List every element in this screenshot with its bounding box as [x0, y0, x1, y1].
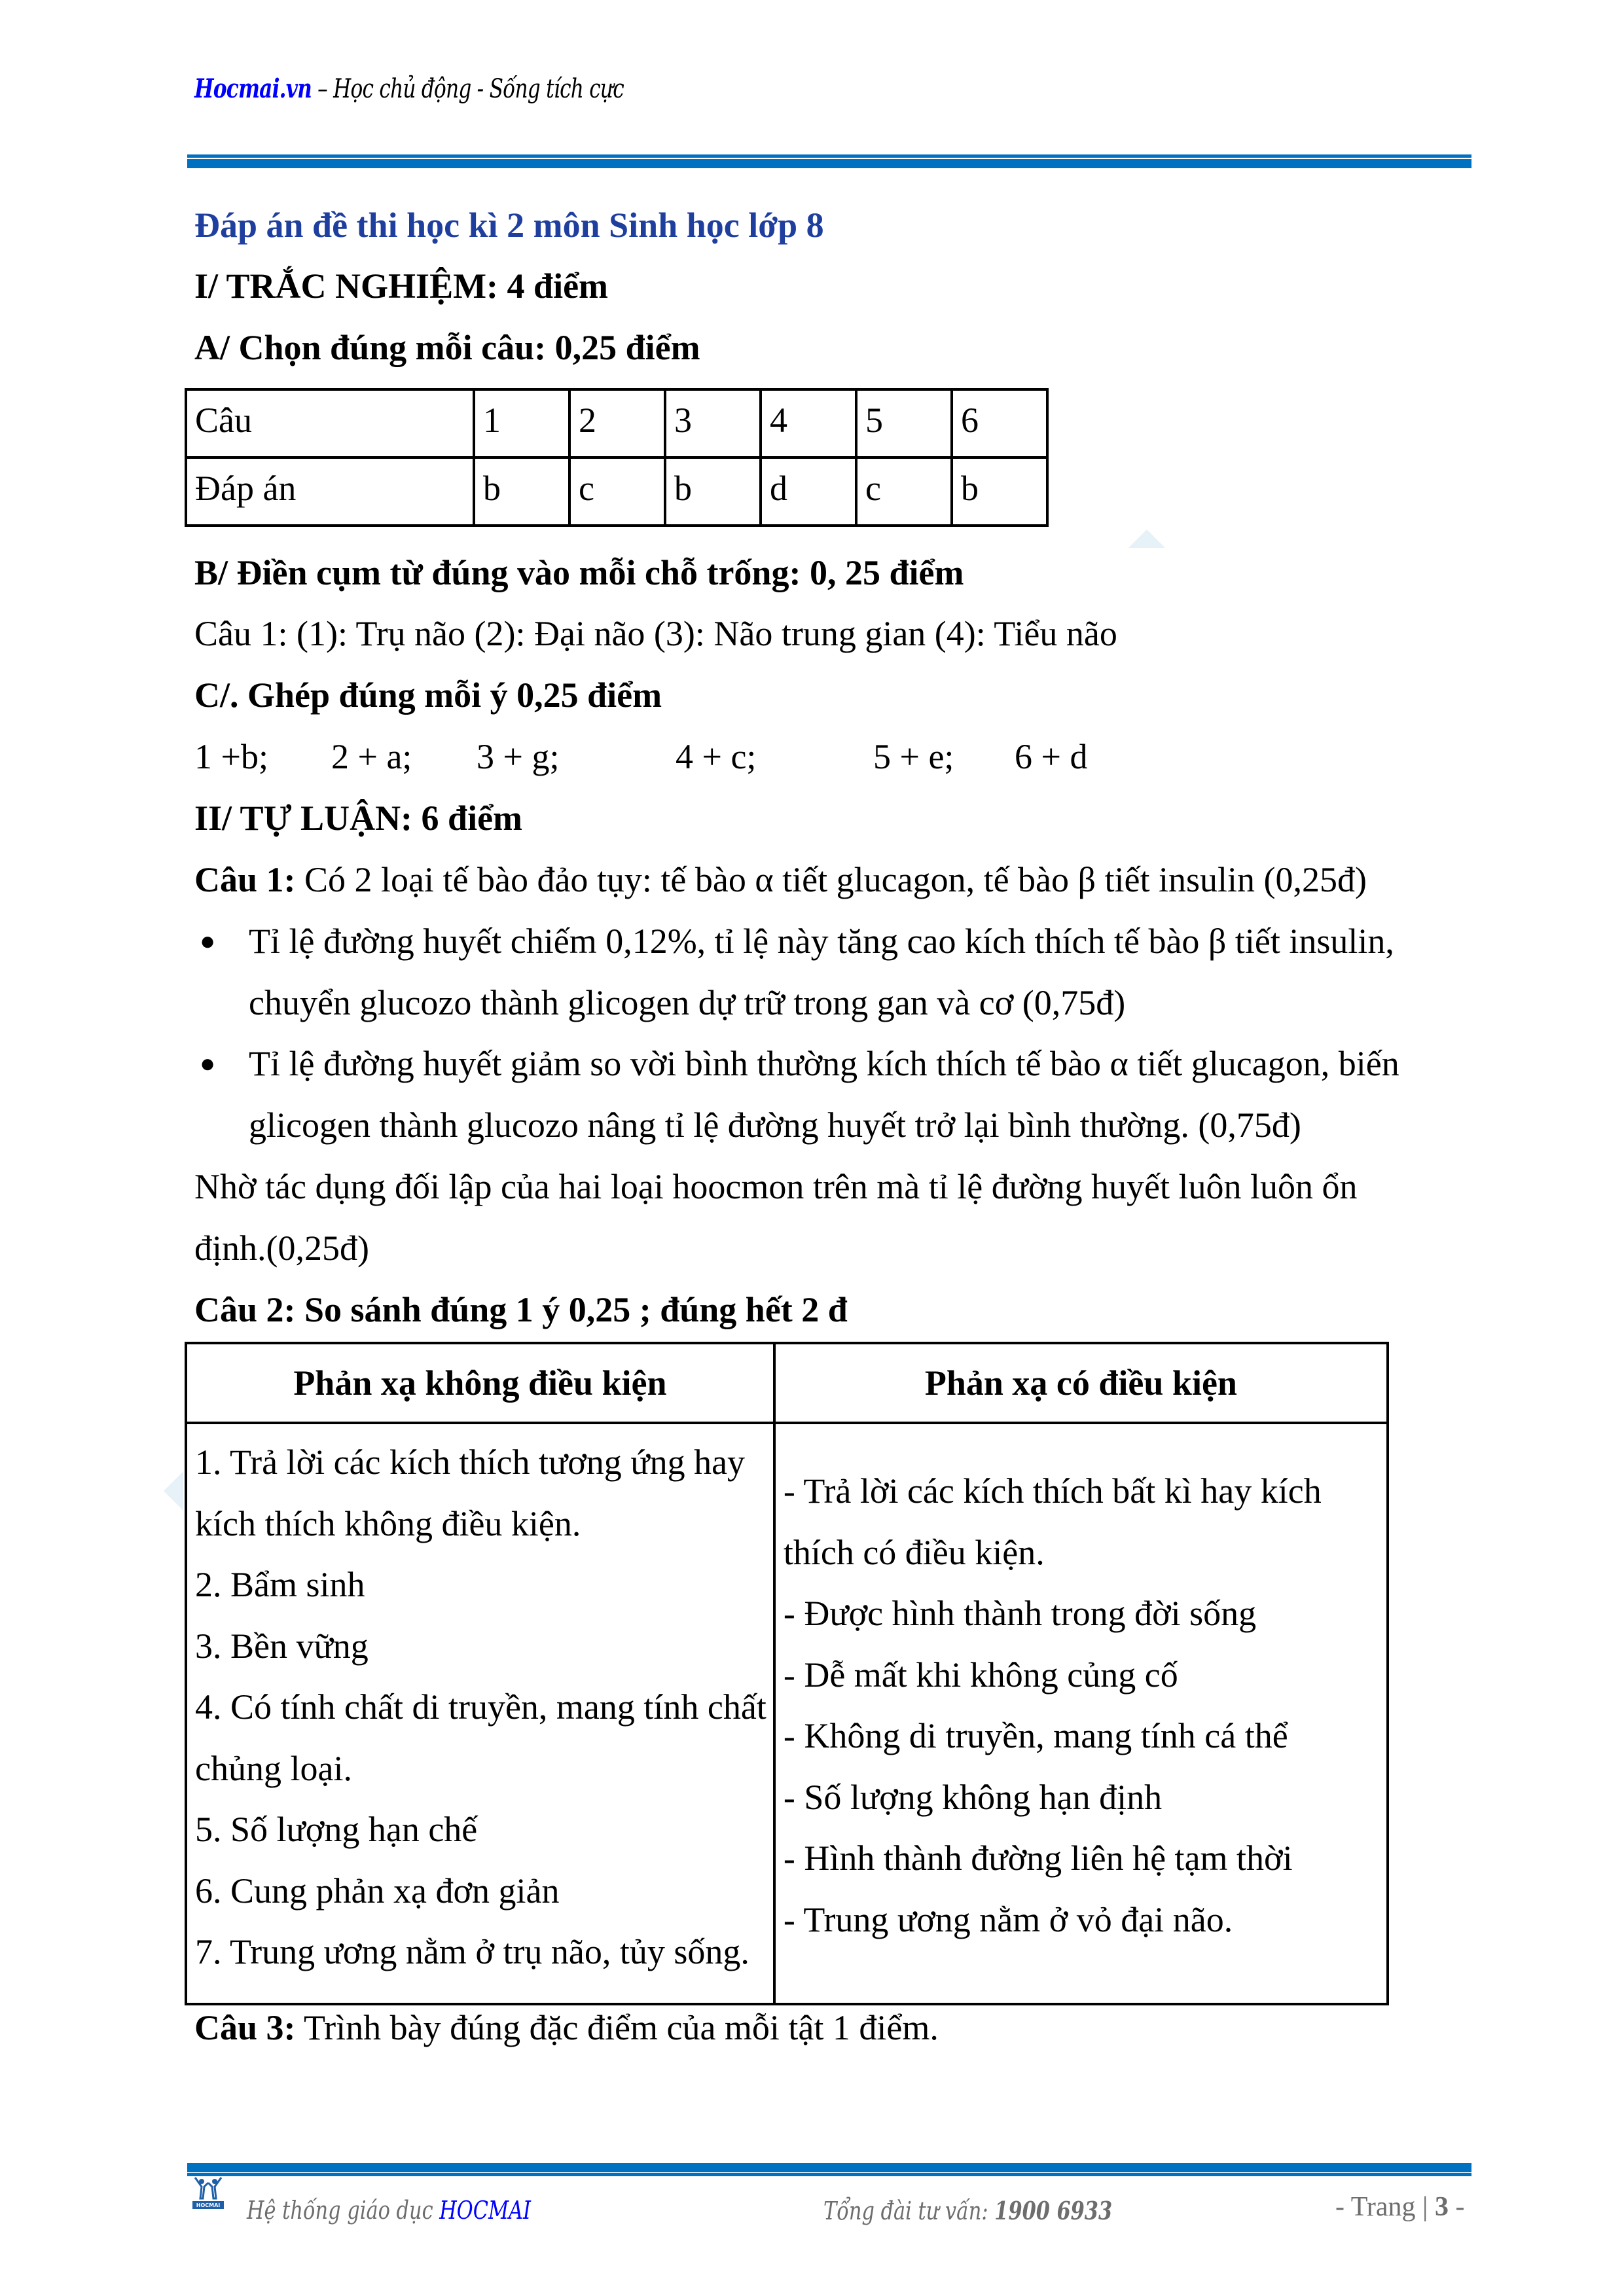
bullet-icon: ●: [200, 926, 216, 956]
document-title: Đáp án đề thi học kì 2 môn Sinh học lớp 8: [194, 206, 824, 245]
list-item: - Được hình thành trong đời sống: [783, 1594, 1257, 1633]
q1-bullet1-line2: chuyển glucozo thành glicogen dự trữ trong gan và cơ (0,75đ): [249, 983, 1126, 1022]
q1-label: Câu 1:: [194, 860, 296, 899]
comparison-table-header: [186, 1343, 1388, 1423]
section1-heading: I/ TRẮC NGHIỆM: 4 điểm: [194, 266, 609, 306]
hocmai-logo-icon: [192, 2176, 224, 2209]
section2-heading: II/ TỰ LUẬN: 6 điểm: [194, 798, 523, 838]
q1-intro: [194, 859, 1367, 901]
partC-match: 4 + c;: [676, 737, 757, 776]
q1-conclusion-line1: Nhờ tác dụng đối lập của hai loại hoocmon trên mà tỉ lệ đường huyết luôn luôn ổn: [194, 1167, 1358, 1206]
list-item: 5. Số lượng hạn chế: [195, 1810, 478, 1849]
footer-hotline-number: 1900 6933: [994, 2196, 1113, 2225]
question-cell: 2: [569, 389, 665, 457]
q1-conclusion-line2: định.(0,25đ): [194, 1229, 369, 1268]
question-cell: 6: [952, 389, 1047, 457]
list-item: 1. Trả lời các kích thích tương ứng hay: [195, 1443, 746, 1482]
page-suffix: -: [1448, 2192, 1465, 2222]
list-item: 2. Bẩm sinh: [195, 1565, 365, 1604]
page-prefix: - Trang |: [1335, 2192, 1435, 2222]
partC-match: 1 +b;: [194, 737, 268, 776]
bullet-icon: ●: [200, 1049, 216, 1078]
q1-bullet1-line1: Tỉ lệ đường huyết chiếm 0,12%, tỉ lệ này tăng cao kích thích tế bào β tiết insulin,: [249, 922, 1394, 961]
footer-hotline-label: Tổng đài tư vấn:: [823, 2197, 995, 2225]
unconditioned-cell: [186, 1423, 774, 2004]
list-item: - Hình thành đường liên hệ tạm thời: [783, 1839, 1293, 1878]
partC-match: 5 + e;: [873, 737, 954, 776]
partC-match: 2 + a;: [331, 737, 412, 776]
list-item: 4. Có tính chất di truyền, mang tính chất: [195, 1687, 767, 1727]
answer-table: [185, 388, 1049, 527]
column-header-conditioned: Phản xạ có điều kiện: [774, 1343, 1388, 1423]
list-item: 7. Trung ương nằm ở trụ não, tủy sống.: [195, 1932, 749, 1971]
row-label: Câu: [186, 389, 474, 457]
column-header-unconditioned: Phản xạ không điều kiện: [186, 1343, 774, 1423]
q3-line: [194, 2007, 939, 2049]
answer-cell: b: [474, 457, 569, 526]
q1-bullet2-line1: Tỉ lệ đường huyết giảm so vời bình thường kích thích tế bào α tiết glucagon, biến: [249, 1044, 1399, 1083]
header-rule-thick: [187, 159, 1471, 168]
q1-bullet2-line2: glicogen thành glucozo nâng tỉ lệ đường huyết trở lại bình thường. (0,75đ): [249, 1105, 1301, 1145]
q3-label: Câu 3:: [194, 2008, 296, 2047]
q2-heading: Câu 2: So sánh đúng 1 ý 0,25 ; đúng hết 2 đ: [194, 1290, 848, 1329]
list-item: thích có điều kiện.: [783, 1532, 1045, 1572]
watermark-triangle-icon: [164, 1471, 183, 1511]
page-number-value: 3: [1434, 2192, 1449, 2222]
list-item: kích thích không điều kiện.: [195, 1503, 581, 1543]
answer-cell: c: [856, 457, 952, 526]
answer-table-row-answers: [186, 457, 1047, 526]
header-rule-thin: [187, 154, 1471, 158]
q1-intro-text: Có 2 loại tế bào đảo tụy: tế bào α tiết glucagon, tế bào β tiết insulin (0,25đ): [295, 860, 1367, 899]
footer-org: [247, 2196, 531, 2225]
comparison-table: [185, 1342, 1389, 2005]
list-item: - Không di truyền, mang tính cá thể: [783, 1716, 1288, 1755]
row-label: Đáp án: [186, 457, 474, 526]
question-cell: 5: [856, 389, 952, 457]
watermark-triangle-icon: [1128, 529, 1165, 548]
conditioned-cell: [774, 1423, 1388, 2004]
partB-heading: B/ Điền cụm từ đúng vào mỗi chỗ trống: 0, 25 điểm: [194, 553, 964, 592]
list-item: - Dễ mất khi không củng cố: [783, 1655, 1178, 1695]
footer-org-brand: HOCMAI: [439, 2196, 532, 2225]
question-cell: 3: [665, 389, 761, 457]
answer-table-row-questions: [186, 389, 1047, 457]
list-item: 6. Cung phản xạ đơn giản: [195, 1871, 560, 1910]
page-number: [1335, 2191, 1464, 2223]
question-cell: 1: [474, 389, 569, 457]
footer-org-prefix: Hệ thống giáo dục: [247, 2196, 440, 2225]
comparison-table-body: [186, 1423, 1388, 2004]
header-slogan: – Học chủ động - Sống tích cực: [312, 74, 624, 104]
footer-rule-thin: [187, 2173, 1471, 2176]
header-tagline: [194, 73, 624, 104]
question-cell: 4: [761, 389, 856, 457]
partC-match: 6 + d: [1015, 737, 1088, 776]
answer-cell: d: [761, 457, 856, 526]
partA-heading: A/ Chọn đúng mỗi câu: 0,25 điểm: [194, 328, 700, 367]
svg-text:HOCMAI: HOCMAI: [196, 2202, 221, 2208]
list-item: - Số lượng không hạn định: [783, 1777, 1163, 1817]
partC-match: 3 + g;: [477, 737, 560, 776]
q3-text: Trình bày đúng đặc điểm của mỗi tật 1 điểm.: [295, 2008, 939, 2047]
list-item: - Trung ương nằm ở vỏ đại não.: [783, 1899, 1233, 1939]
footer-hotline: [823, 2196, 1112, 2225]
list-item: chủng loại.: [195, 1748, 352, 1788]
answer-cell: b: [952, 457, 1047, 526]
header-brand: Hocmai.vn: [194, 73, 312, 104]
answer-cell: c: [569, 457, 665, 526]
list-item: 3. Bền vững: [195, 1626, 369, 1666]
footer-rule-thick: [187, 2163, 1471, 2172]
partC-heading: C/. Ghép đúng mỗi ý 0,25 điểm: [194, 675, 662, 715]
partB-answer: Câu 1: (1): Trụ não (2): Đại não (3): Não trung gian (4): Tiểu não: [194, 614, 1117, 653]
list-item: - Trả lời các kích thích bất kì hay kích: [783, 1471, 1322, 1511]
answer-cell: b: [665, 457, 761, 526]
